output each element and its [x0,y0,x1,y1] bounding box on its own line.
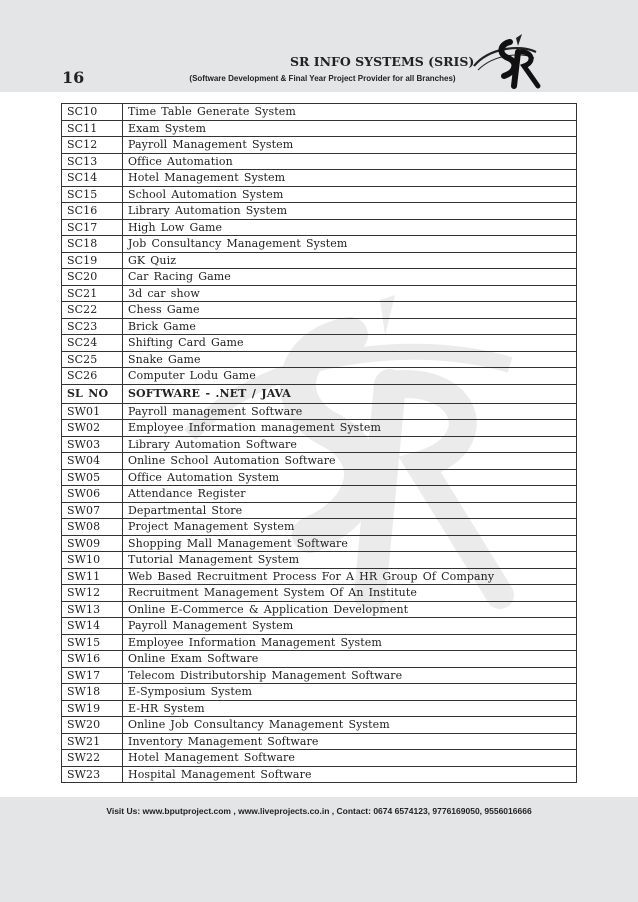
table-row [62,535,577,552]
project-code: SC23 [62,318,123,335]
table-row [62,502,577,519]
table-row [62,186,577,203]
project-code: SC20 [62,269,123,286]
table-row [62,368,577,385]
table-row [62,351,577,368]
project-name: Office Automation System [123,469,577,486]
project-code: SC26 [62,368,123,385]
project-code: SW07 [62,502,123,519]
table-row [62,568,577,585]
table-row [62,469,577,486]
table-row [62,236,577,253]
project-code: SW12 [62,585,123,602]
table-row [62,302,577,319]
table-row [62,733,577,750]
project-name: Shopping Mall Management Software [123,535,577,552]
table-row [62,219,577,236]
column-header-software: SOFTWARE - .NET / JAVA [123,384,577,403]
table-row [62,203,577,220]
project-code: SW16 [62,651,123,668]
section-header-row [62,384,577,403]
project-name: Tutorial Management System [123,552,577,569]
table-row [62,766,577,783]
project-code: SC16 [62,203,123,220]
project-name: Online Exam Software [123,651,577,668]
project-name: Departmental Store [123,502,577,519]
project-name: Employee Information management System [123,420,577,437]
project-code: SC14 [62,170,123,187]
project-name: Recruitment Management System Of An Institute [123,585,577,602]
project-code: SW03 [62,436,123,453]
project-code: SC15 [62,186,123,203]
table-row [62,651,577,668]
project-code: SC17 [62,219,123,236]
project-name: Shifting Card Game [123,335,577,352]
project-code: SW15 [62,634,123,651]
project-name: Time Table Generate System [123,104,577,121]
project-code: SW10 [62,552,123,569]
project-code: SW22 [62,750,123,767]
project-name: Online Job Consultancy Management System [123,717,577,734]
project-name: School Automation System [123,186,577,203]
project-code: SC18 [62,236,123,253]
project-name: Snake Game [123,351,577,368]
project-code: SC25 [62,351,123,368]
table-row [62,750,577,767]
project-name: GK Quiz [123,252,577,269]
table-row [62,634,577,651]
project-code: SW05 [62,469,123,486]
project-name: Computer Lodu Game [123,368,577,385]
table-row [62,453,577,470]
sris-logo-icon [470,32,550,90]
table-row [62,601,577,618]
project-name: Payroll Management System [123,137,577,154]
project-code: SC19 [62,252,123,269]
project-name: Hotel Management Software [123,750,577,767]
project-code: SC10 [62,104,123,121]
project-name: Online E-Commerce & Application Development [123,601,577,618]
contact-info: Visit Us: www.bputproject.com , www.liveprojects.co.in , Contact: 0674 6574123, 9776169050, 9556016666 [106,806,532,816]
project-code: SW08 [62,519,123,536]
project-name: Job Consultancy Management System [123,236,577,253]
project-code: SW20 [62,717,123,734]
table-row [62,285,577,302]
project-code: SC22 [62,302,123,319]
project-code: SC11 [62,120,123,137]
project-code: SC21 [62,285,123,302]
table-row [62,700,577,717]
project-name: Web Based Recruitment Process For A HR Group Of Company [123,568,577,585]
table-row [62,585,577,602]
project-name: Payroll Management System [123,618,577,635]
project-code: SW11 [62,568,123,585]
project-name: Inventory Management Software [123,733,577,750]
project-name: Brick Game [123,318,577,335]
project-code: SW06 [62,486,123,503]
project-name: High Low Game [123,219,577,236]
page-number: 16 [62,68,85,87]
project-name: Attendance Register [123,486,577,503]
project-name: Hotel Management System [123,170,577,187]
project-code: SW04 [62,453,123,470]
project-code: SC12 [62,137,123,154]
table-row [62,153,577,170]
table-row [62,436,577,453]
project-code: SC24 [62,335,123,352]
table-row [62,403,577,420]
project-name: Library Automation Software [123,436,577,453]
company-tagline: (Software Development & Final Year Project Provider for all Branches) [189,74,456,83]
project-list-table [61,103,577,783]
project-name: Chess Game [123,302,577,319]
project-name: Payroll management Software [123,403,577,420]
project-code: SW01 [62,403,123,420]
table-row [62,717,577,734]
table-row [62,486,577,503]
table-row [62,120,577,137]
project-code: SW02 [62,420,123,437]
table-row [62,318,577,335]
table-row [62,104,577,121]
project-name: E-HR System [123,700,577,717]
table-row [62,667,577,684]
company-name: SR INFO SYSTEMS (SRIS) [290,54,475,69]
table-row [62,252,577,269]
project-name: Library Automation System [123,203,577,220]
project-name: Office Automation [123,153,577,170]
project-code: SC13 [62,153,123,170]
project-code: SW19 [62,700,123,717]
project-name: Hospital Management Software [123,766,577,783]
project-name: 3d car show [123,285,577,302]
project-name: Car Racing Game [123,269,577,286]
project-name: Employee Information Management System [123,634,577,651]
table-row [62,335,577,352]
column-header-sl-no: SL NO [62,384,123,403]
project-name: Project Management System [123,519,577,536]
project-code: SW13 [62,601,123,618]
table-row [62,552,577,569]
table-row [62,170,577,187]
table-row [62,519,577,536]
project-name: E-Symposium System [123,684,577,701]
project-code: SW23 [62,766,123,783]
project-name: Online School Automation Software [123,453,577,470]
table-row [62,137,577,154]
table-row [62,269,577,286]
project-name: Exam System [123,120,577,137]
table-row [62,420,577,437]
project-code: SW21 [62,733,123,750]
project-code: SW17 [62,667,123,684]
project-name: Telecom Distributorship Management Software [123,667,577,684]
project-code: SW18 [62,684,123,701]
table-row [62,684,577,701]
project-code: SW09 [62,535,123,552]
project-code: SW14 [62,618,123,635]
table-row [62,618,577,635]
